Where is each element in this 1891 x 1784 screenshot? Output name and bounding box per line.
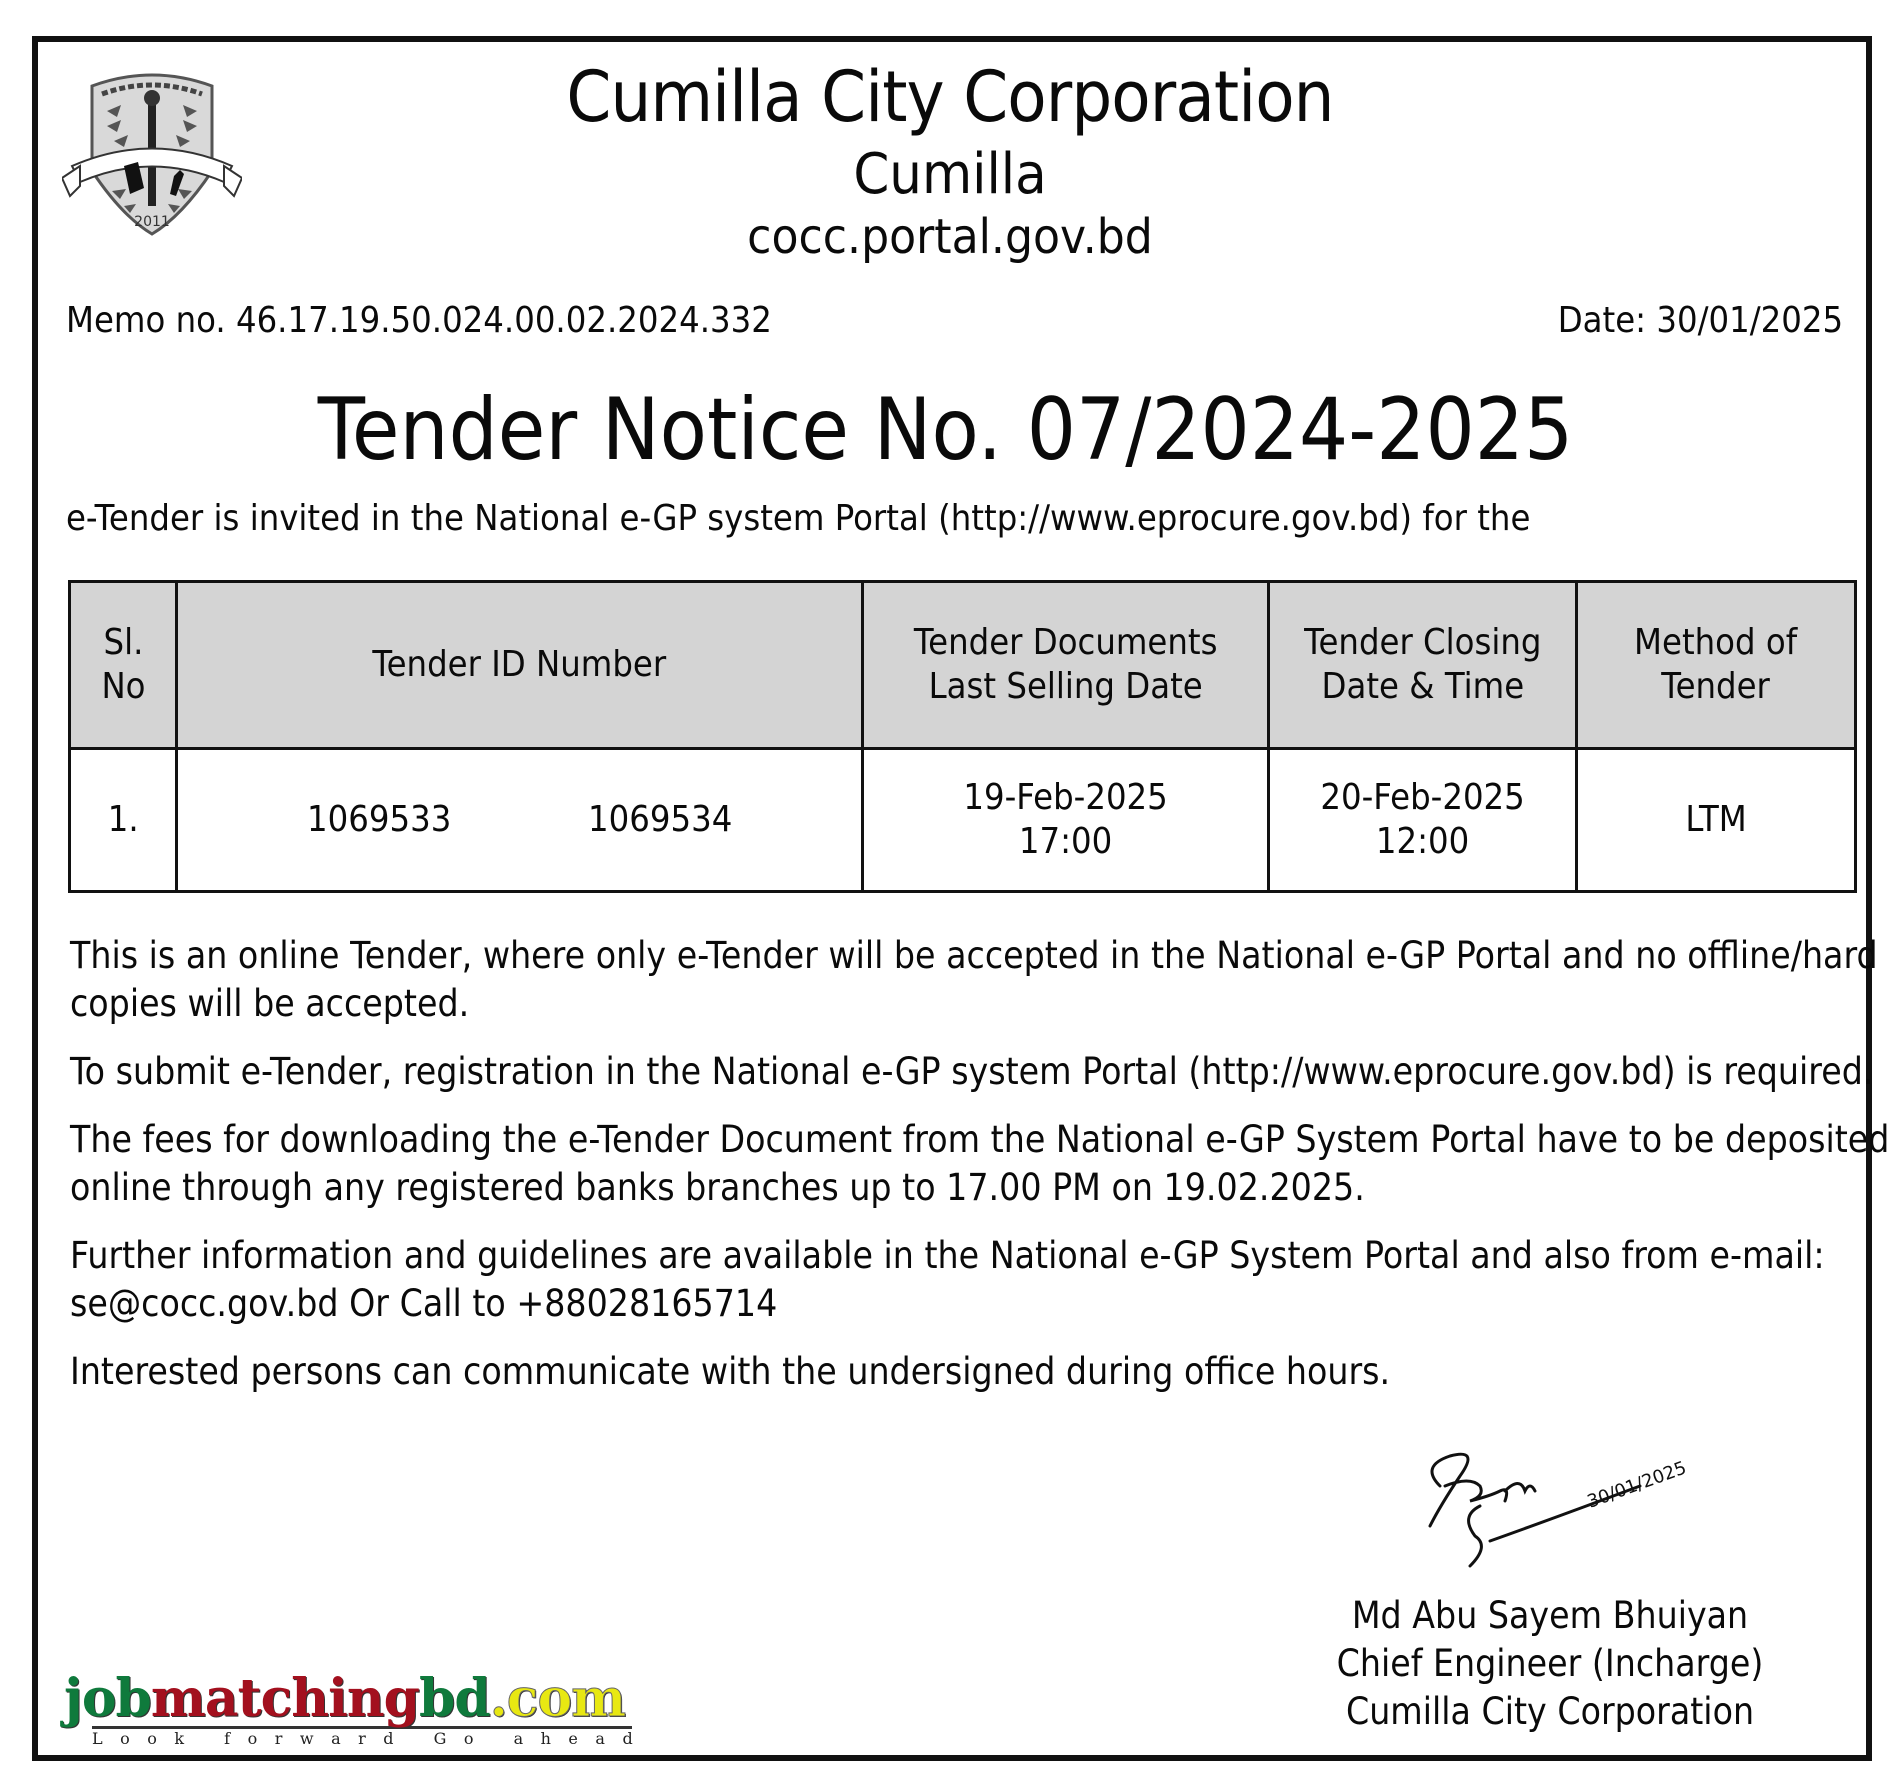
paragraph-fees: The fees for downloading the e-Tender Document from the National e-GP System Portal have to be deposited online through any registered banks branches up to 17.00 PM on 19.02.2025.	[70, 1118, 1890, 1209]
cell-tender-ids	[177, 749, 863, 892]
tender-id-2: 1069534	[588, 799, 733, 840]
city-corporation-emblem-icon	[62, 66, 242, 246]
paragraph-registration: To submit e-Tender, registration in the National e-GP system Portal (http://www.eprocure.gov.bd) is required.	[70, 1050, 1874, 1093]
svg-text:2011: 2011	[134, 214, 170, 230]
header-tender-id: Tender ID Number	[177, 582, 863, 749]
paragraph-online-tender: This is an online Tender, where only e-Tender will be accepted in the National e-GP Portal and no offline/hard copies will be accepted.	[70, 934, 1878, 1025]
svg-text:30/01/2025: 30/01/2025	[1584, 1457, 1690, 1513]
signatory-designation: Chief Engineer (Incharge)	[1336, 1642, 1764, 1685]
header-last-selling-date: Tender Documents Last Selling Date	[863, 582, 1269, 749]
paragraph-contact: Further information and guidelines are available in the National e-GP System Portal and also from e-mail: se@cocc.gov.bd Or Call to +88028165714	[70, 1234, 1825, 1325]
header-sl-no: Sl. No	[70, 582, 177, 749]
handwritten-signature-icon	[1410, 1446, 1710, 1586]
organization-city: Cumilla	[853, 142, 1047, 207]
header-method: Method of Tender	[1577, 582, 1856, 749]
header-closing-date: Tender Closing Date & Time	[1269, 582, 1577, 749]
notice-title: Tender Notice No. 07/2024-2025	[317, 380, 1574, 480]
signatory-organization: Cumilla City Corporation	[1345, 1690, 1755, 1733]
signatory-block	[1316, 1592, 1784, 1736]
notice-intro: e-Tender is invited in the National e-GP system Portal (http://www.eprocure.gov.bd) for the	[66, 498, 1531, 539]
signatory-name: Md Abu Sayem Bhuiyan	[1351, 1594, 1749, 1637]
table-row	[70, 749, 1856, 892]
paragraph-office-hours: Interested persons can communicate with the undersigned during office hours.	[70, 1350, 1391, 1393]
notice-body	[70, 932, 1890, 1416]
memo-number: Memo no. 46.17.19.50.024.00.02.2024.332	[66, 300, 772, 341]
cell-closing: 20-Feb-2025 12:00	[1269, 749, 1577, 892]
notice-date: Date: 30/01/2025	[1557, 300, 1843, 341]
cell-sl: 1.	[70, 749, 177, 892]
watermark-tagline: Look forward Go ahead	[92, 1729, 651, 1748]
jobmatchingbd-watermark-logo: jobmatchingbd.com Look forward Go ahead	[64, 1668, 651, 1748]
tender-id-1: 1069533	[306, 799, 451, 840]
organization-name: Cumilla City Corporation	[566, 56, 1334, 138]
cell-last-selling: 19-Feb-2025 17:00	[863, 749, 1269, 892]
tender-table	[68, 580, 1857, 893]
letterhead	[400, 52, 1500, 266]
organization-website: cocc.portal.gov.bd	[747, 209, 1153, 265]
cell-method: LTM	[1577, 749, 1856, 892]
table-header-row	[70, 582, 1856, 749]
